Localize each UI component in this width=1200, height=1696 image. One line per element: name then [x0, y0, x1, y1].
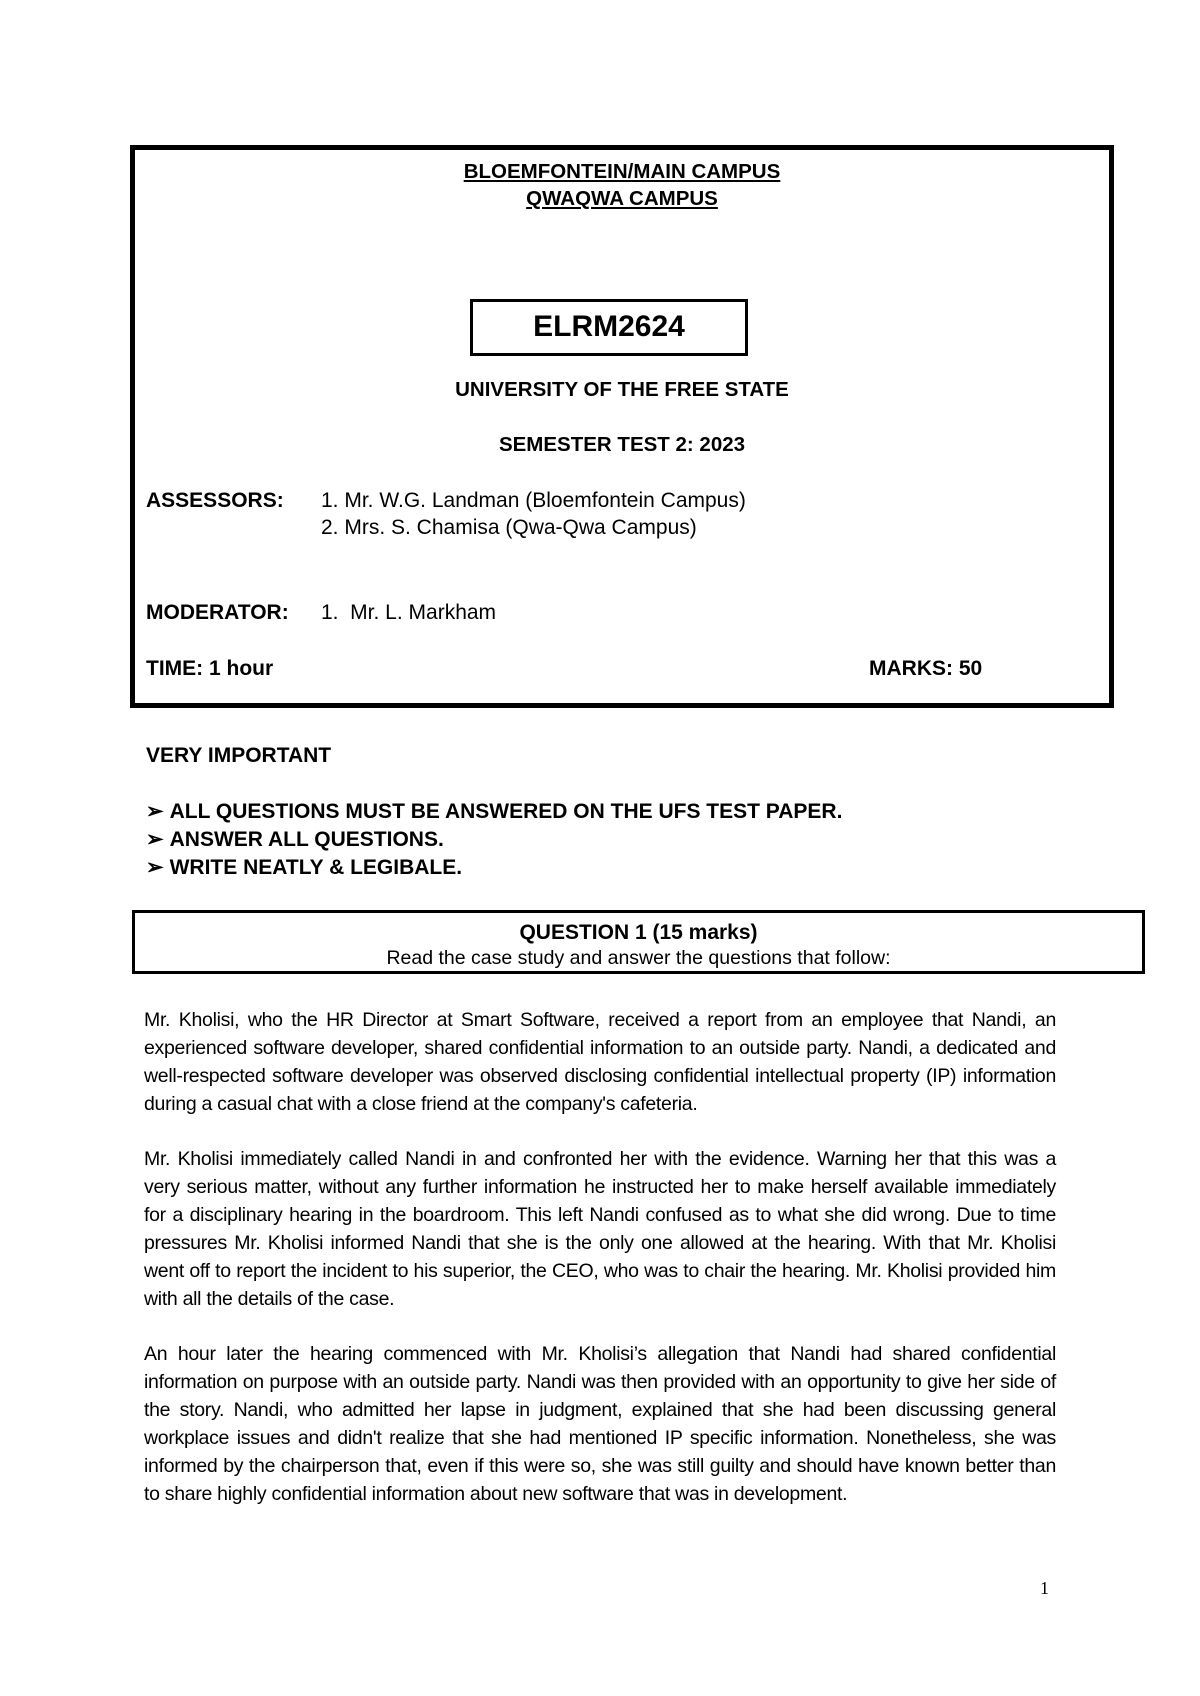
- case-paragraph: An hour later the hearing commenced with Mr. Kholisi’s allegation that Nandi had shared confidential information on purpose with an outside party. Nandi was then provided with an opportunity to give her side of the story. Nandi, who admitted her lapse in judgment, explained that she had been discussing general workplace issues and didn't realize that she had mentioned IP specific information. Nonetheless, she was informed by the chairperson that, even if this were so, she was still guilty and should have known better than to share highly confidential information about new software that was in development.: [144, 1343, 1056, 1505]
- assessors-label: ASSESSORS:: [146, 489, 284, 512]
- test-title: SEMESTER TEST 2: 2023: [498, 433, 746, 456]
- assessor-2: 2. Mrs. S. Chamisa (Qwa-Qwa Campus): [321, 516, 697, 539]
- time-label: TIME:: [146, 657, 204, 680]
- university-name: UNIVERSITY OF THE FREE STATE: [455, 378, 789, 401]
- instruction-item: ➢ WRITE NEATLY & LEGIBALE.: [146, 856, 463, 879]
- moderator-label: MODERATOR:: [146, 601, 289, 624]
- cover-box: [130, 145, 1114, 708]
- module-code: ELRM2624: [533, 310, 685, 343]
- marks-label: MARKS:: [869, 657, 953, 680]
- campus-line-2: QWAQWA CAMPUS: [526, 187, 718, 210]
- marks-value: 50: [958, 657, 983, 680]
- arrow-bullet-icon: ➢: [146, 800, 164, 823]
- assessor-1: 1. Mr. W.G. Landman (Bloemfontein Campus): [321, 489, 746, 512]
- instruction-item: ➢ ANSWER ALL QUESTIONS.: [146, 828, 444, 851]
- question-1-box: [132, 910, 1145, 974]
- arrow-bullet-icon: ➢: [146, 828, 164, 851]
- campus-line-1: BLOEMFONTEIN/MAIN CAMPUS: [463, 160, 781, 183]
- important-heading: VERY IMPORTANT: [146, 744, 332, 767]
- question-1-title: QUESTION 1 (15 marks): [519, 921, 758, 944]
- instruction-item: ➢ ALL QUESTIONS MUST BE ANSWERED ON THE UFS TEST PAPER.: [146, 800, 843, 823]
- instruction-list: [146, 798, 842, 882]
- moderator-name: 1. Mr. L. Markham: [321, 601, 497, 624]
- time-value: 1 hour: [209, 657, 274, 680]
- case-paragraph: Mr. Kholisi immediately called Nandi in and confronted her with the evidence. Warning her that this was a very serious matter, without any further information he instructed her to make herself available immediately for a disciplinary hearing in the boardroom. This left Nandi confused as to what she did wrong. Due to time pressures Mr. Kholisi informed Nandi that she is the only one allowed at the hearing. With that Mr. Kholisi went off to report the incident to his superior, the CEO, who was to chair the hearing. Mr. Kholisi provided him with all the details of the case.: [144, 1148, 1056, 1310]
- page-number: 1: [1040, 1578, 1049, 1598]
- module-code-box: [470, 299, 748, 356]
- question-1-subtitle: Read the case study and answer the questions that follow:: [386, 947, 891, 969]
- arrow-bullet-icon: ➢: [146, 856, 164, 879]
- time-line: [146, 657, 273, 681]
- marks-line: [869, 657, 982, 681]
- case-paragraph: Mr. Kholisi, who the HR Director at Smart Software, received a report from an employee that Nandi, an experienced software developer, shared confidential information to an outside party. Nandi, a dedicated and well-respected software developer was observed disclosing confidential intellectual property (IP) information during a casual chat with a close friend at the company's cafeteria.: [144, 1009, 1056, 1115]
- case-study: [144, 1006, 1056, 1535]
